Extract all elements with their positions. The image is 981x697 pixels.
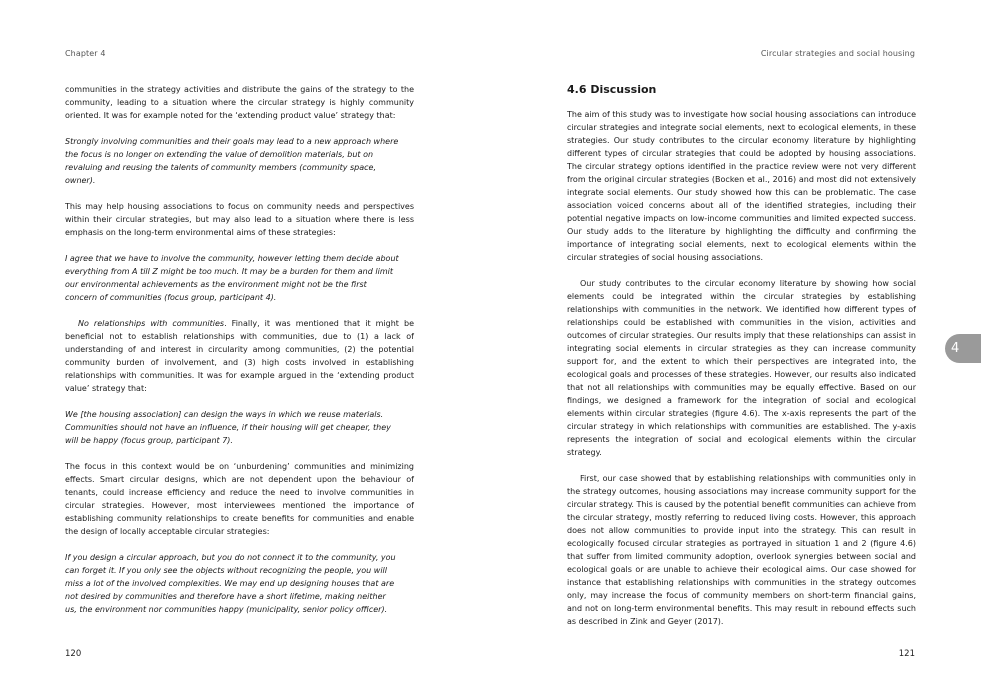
paragraph: First, our case showed that by establishing relationships with communities only in the strategy outcomes, housing associations may increase community support for the circular strategy. This is caused by the potential benefit communities can achieve from the circular strategy, mostly referring to reduced living costs. However, this approach does not allow communities to provide input into the strategy. This can result in ecologically focused circular strategies as portrayed in situation 1 and 2 (figure 4.6) that suffer from limited community adoption, overlook synergies between social and ecological goals or are unable to achieve their ecological aims. Our case showed for instance that establishing relationships with communities in the strategy outcomes only, may increase the focus of community members on short-term financial gains, and not on long-term environmental benefits. This may result in rebound effects such as described in Zink and Geyer (2017). xyxy=(567,474,916,626)
run-in-heading: No relationships with communities xyxy=(78,319,225,328)
paragraph: The aim of this study was to investigate how social housing associations can introduce circular strategies and integrate social elements, next to ecological elements, in these strategies. Our study contributes to the circular economy literature by highlighting different types of circular strategies that could be adopted by housing associations. The circular strategy options identified in the practice review were not very different from the original circular strategies (Bocken et al., 2016) and most did not extensively integrate social elements. Our study showed how this can be problematic. The case association voiced concerns about all of the identified strategies, including their potential negative impacts on low-income communities and limited expected success. Our study adds to the literature by highlighting the difficulty and confirming the importance of integrating social elements, next to ecological elements within the circular strategies of social housing associations. xyxy=(567,110,916,262)
paragraph: Our study contributes to the circular economy literature by showing how social elements could be integrated within the circular strategies by establishing relationships with communities in the network. We identified how different types of relationships could be established with communities in the vision, activities and outcomes of circular strategies. Our results imply that these relationships can assist in integrating social elements in circular strategies as they can increase community support for, and the extent to which their perspectives are integrated into, the ecological goals and processes of these strategies. However, our results also indicated that not all relationships with communities may be equally effective. Based on our findings, we designed a framework for the integration of social and ecological elements within circular strategies (figure 4.6). The x-axis represents the part of the circular strategy in which relationships with communities are established. The y-axis represents the integration of social and ecological elements within the circular strategy. xyxy=(567,279,916,457)
block-quote: We [the housing association] can design the ways in which we reuse materials. Communities should not have an influence, if their housing will get cheaper, they will be happy (focus group, participant 7). xyxy=(65,410,391,445)
block-quote: I agree that we have to involve the community, however letting them decide about everything from A till Z might be too much. It may be a burden for them and limit our environmental achievements as the environment might not be the first concern of communities (focus group, participant 4). xyxy=(65,254,399,302)
block-quote: If you design a circular approach, but you do not connect it to the community, you can forget it. If you only see the objects without recognizing the people, you will miss a lot of the involved complexities. We may end up designing houses that are not desired by communities and therefore have a short lifetime, making neither us, the environment nor communities happy (municipality, senior policy officer). xyxy=(65,553,396,614)
paragraph: This may help housing associations to focus on community needs and perspectives within their circular strategies, but may also lead to a situation where there is less emphasis on the long-term environmental aims of these strategies: xyxy=(65,202,414,237)
section-heading: 4.6 Discussion xyxy=(567,83,657,96)
left-page-body xyxy=(65,83,414,629)
left-page xyxy=(0,0,490,697)
paragraph: The focus in this context would be on ‘unburdening’ communities and minimizing effects. Smart circular designs, which are not dependent upon the behaviour of tenants, could increase efficiency and reduce the need to involve communities in circular strategies. However, most interviewees mentioned the importance of establishing community relationships to create benefits for communities and enable the design of locally acceptable circular strategies: xyxy=(65,462,414,536)
block-quote: Strongly involving communities and their goals may lead to a new approach where the focus is no longer on extending the value of demolition materials, but on revaluing and reusing the talents of community members (community space, owner). xyxy=(65,137,399,185)
right-page-body xyxy=(567,83,916,641)
paragraph: communities in the strategy activities and distribute the gains of the strategy to the community, leading to a situation where the circular strategy is highly community oriented. It was for example noted for the ‘extending product value’ strategy that: xyxy=(65,85,414,120)
paragraph-text: . Finally, it was mentioned that it might be beneficial not to establish relationships with communities, due to (1) a lack of understanding of and interest in circularity among communities, (2) the potential community burden of involvement, and (3) high costs involved in establishing relationships with communities. It was for example argued in the ‘extending product value’ strategy that: xyxy=(65,319,414,393)
right-page xyxy=(491,0,981,697)
running-head-left: Chapter 4 xyxy=(65,49,106,58)
page-number-left: 120 xyxy=(65,649,82,659)
paragraph xyxy=(65,317,414,395)
chapter-tab: 4 xyxy=(945,334,981,363)
page-number-right: 121 xyxy=(898,649,915,659)
running-head-right: Circular strategies and social housing xyxy=(760,49,915,58)
